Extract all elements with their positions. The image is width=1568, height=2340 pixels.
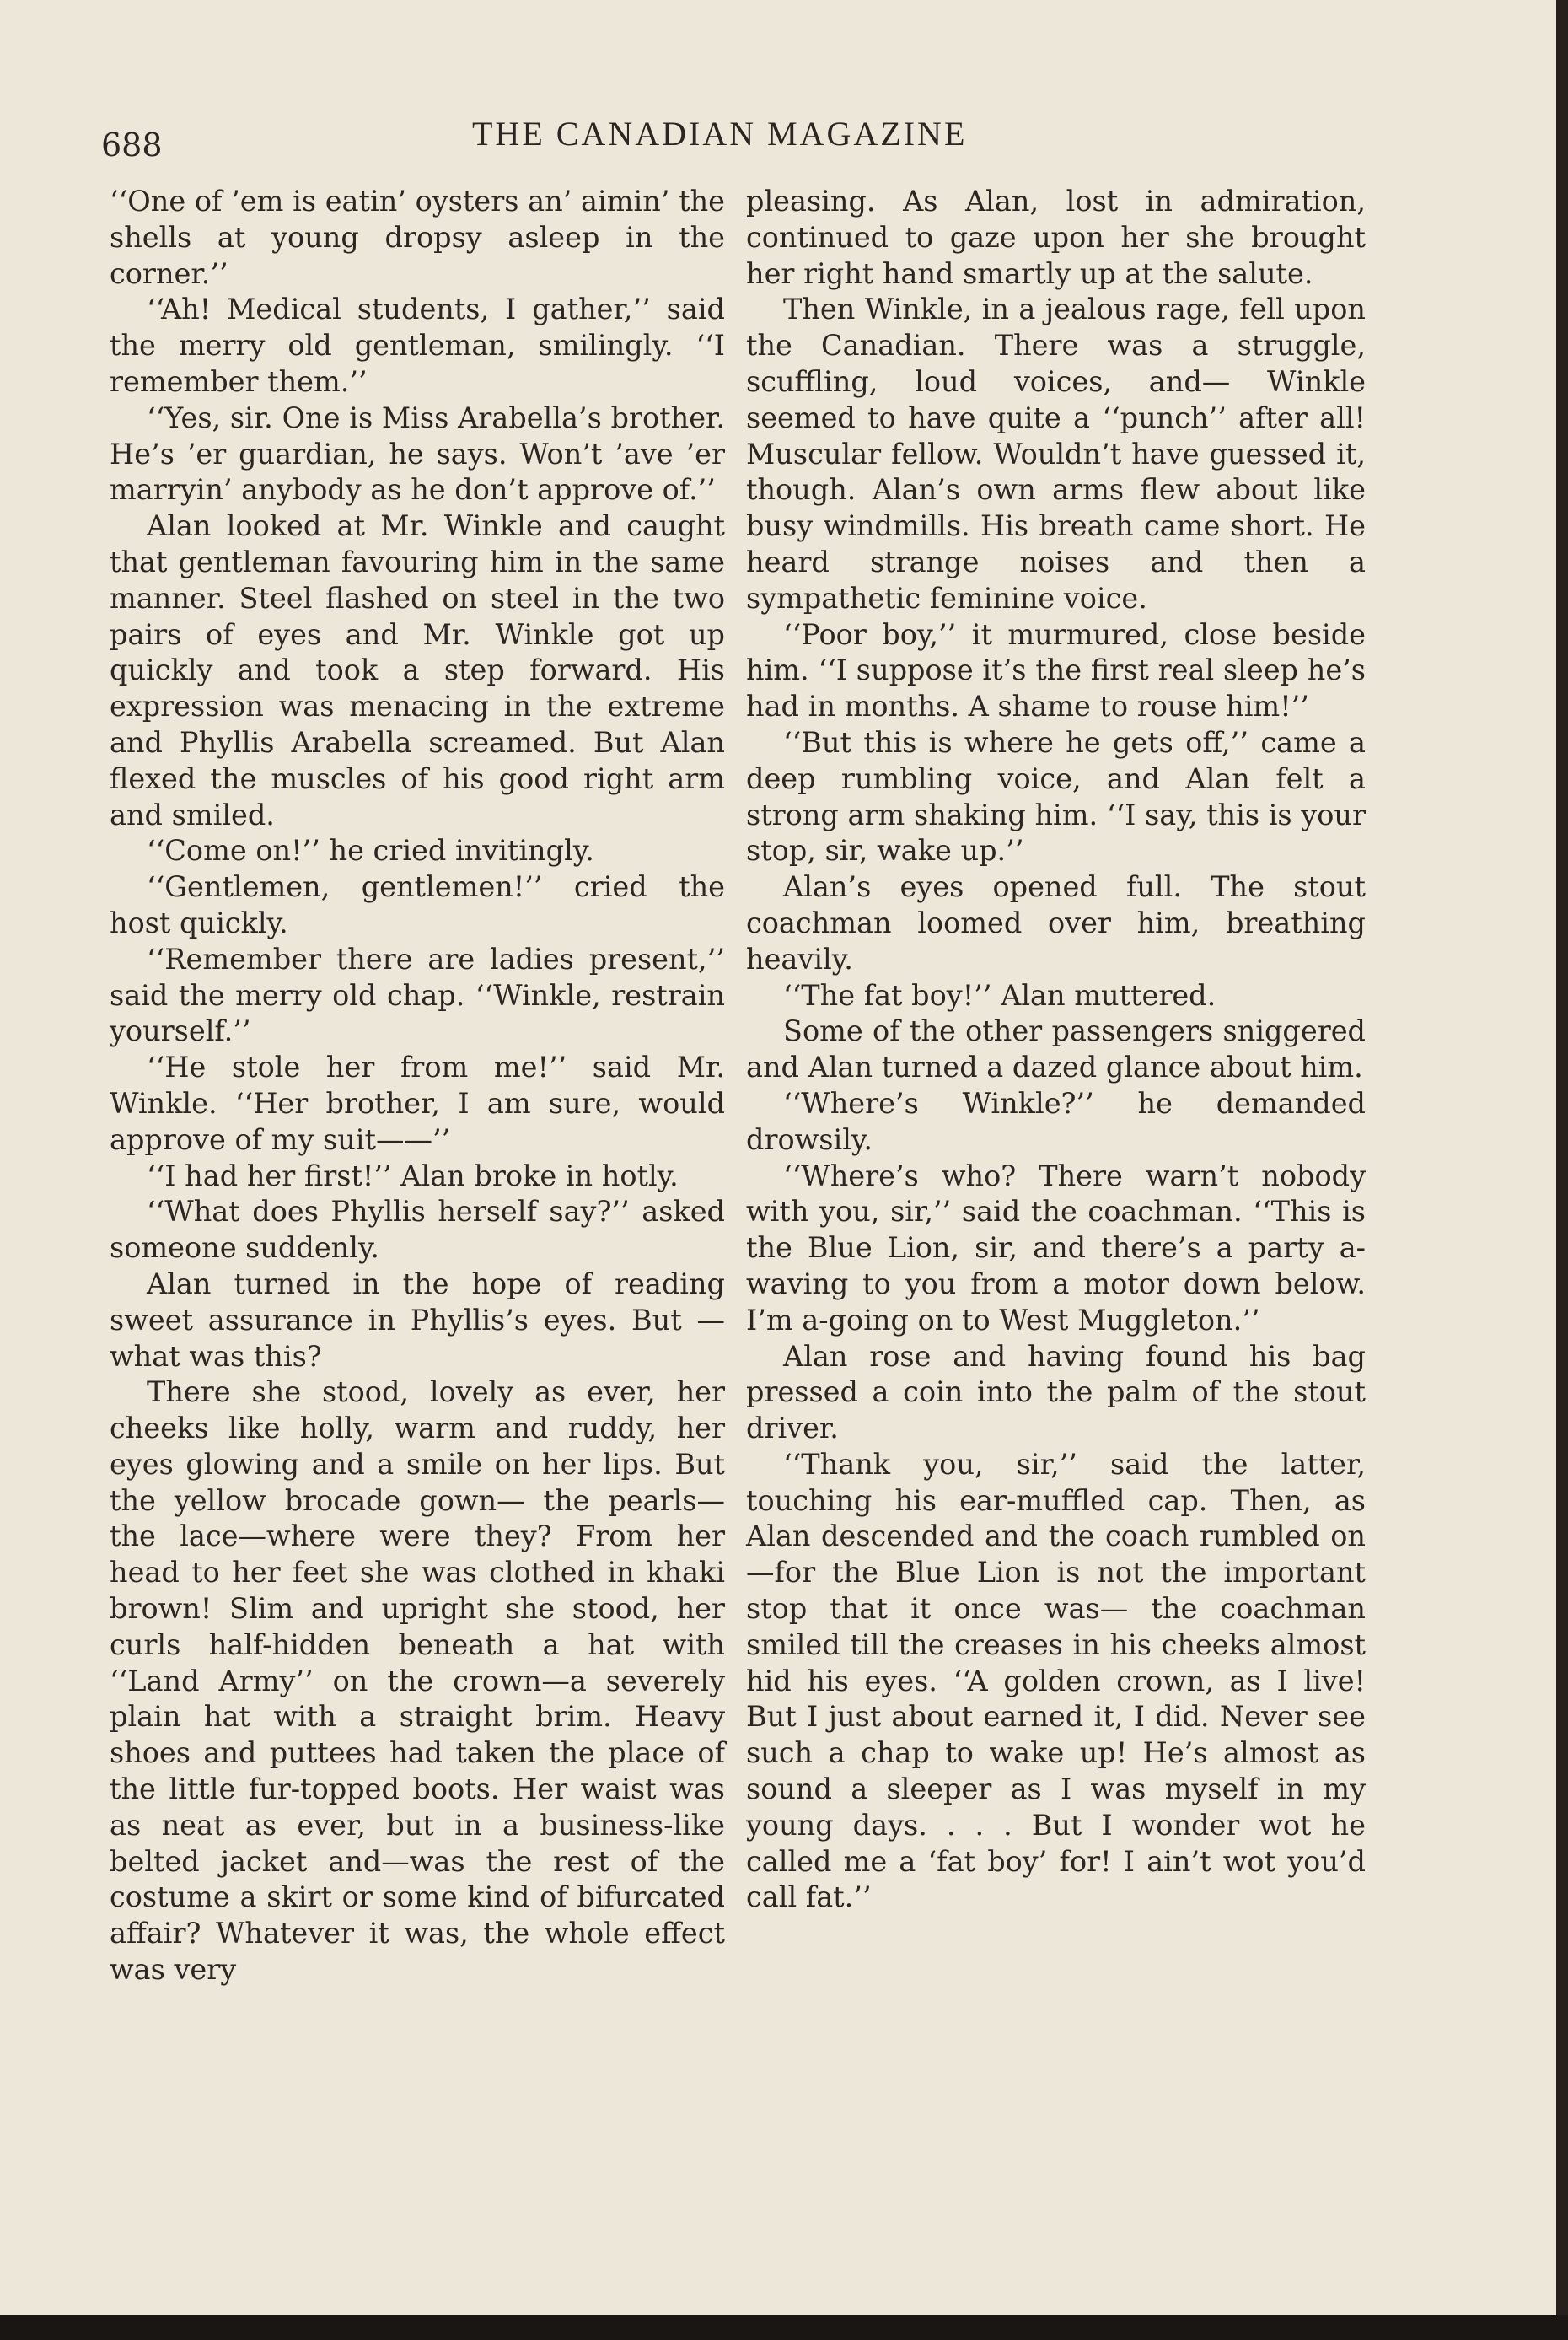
paragraph: ‘‘Remember there are ladies present,’’ said the merry old chap. ‘‘Winkle, restrain yourself.’’ [110, 942, 725, 1048]
paragraph: ‘‘Where’s who? There warn’t nobody with you, sir,’’ said the coachman. ‘‘This is the Blue Lion, sir, and there’s a party a-waving to you from a motor down below. I’m a-going on to West Muggleton.’’ [746, 1159, 1366, 1337]
running-head: THE CANADIAN MAGAZINE [472, 115, 968, 153]
paragraph: ‘‘Ah! Medical students, I gather,’’ said the merry old gentleman, smilingly. ‘‘I remember them.’’ [110, 293, 725, 398]
paragraph: ‘‘Come on!’’ he cried invitingly. [147, 834, 594, 868]
paragraph: Alan’s eyes opened full. The stout coachman loomed over him, breathing heavily. [746, 870, 1366, 976]
paragraph: Alan rose and having found his bag pressed a coin into the palm of the stout driver. [746, 1339, 1366, 1445]
paragraph: ‘‘Gentlemen, gentlemen!’’ cried the host quickly. [110, 870, 725, 939]
paragraph: ‘‘Thank you, sir,’’ said the latter, touching his ear-muffled cap. Then, as Alan descended and the coach rumbled on—for the Blue Lion is not the important stop that it once was— the coachman smiled till the creases in his cheeks almost hid his eyes. ‘‘A golden crown, as I live! But I just about earned it, I did. Never see such a chap to wake up! He’s almost as sound a sleeper as I was myself in my young days. . . . But I wonder wot he called me a ‘fat boy’ for! I ain’t wot you’d call fat.’’ [746, 1447, 1366, 1914]
paragraph: ‘‘The fat boy!’’ Alan muttered. [783, 978, 1216, 1012]
page-number: 688 [101, 126, 163, 164]
paragraph: Some of the other passengers sniggered and Alan turned a dazed glance about him. [746, 1014, 1366, 1084]
left-column [110, 184, 725, 1988]
paragraph: Alan turned in the hope of reading sweet assurance in Phyllis’s eyes. But —what was this? [110, 1267, 725, 1373]
paragraph: ‘‘What does Phyllis herself say?’’ asked someone suddenly. [110, 1195, 725, 1265]
paragraph: Then Winkle, in a jealous rage, fell upon the Canadian. There was a struggle, scuffling, loud voices, and— Winkle seemed to have quite a ‘‘punch’’ after all! Muscular fellow. Wouldn’t have guessed it, though. Alan’s own arms flew about like busy windmills. His breath came short. He heard strange noises and then a sympathetic feminine voice. [746, 293, 1366, 615]
paragraph: ‘‘He stole her from me!’’ said Mr. Winkle. ‘‘Her brother, I am sure, would approve of my suit——’’ [110, 1051, 725, 1156]
paragraph: ‘‘One of ’em is eatin’ oysters an’ aimin’ the shells at young dropsy asleep in the corner.’’ [110, 185, 725, 290]
paragraph: Alan looked at Mr. Winkle and caught that gentleman favouring him in the same manner. Steel flashed on steel in the two pairs of eyes and Mr. Winkle got up quickly and took a step forward. His expression was menacing in the extreme and Phyllis Arabella screamed. But Alan flexed the muscles of his good right arm and smiled. [110, 509, 725, 831]
paragraph: ‘‘But this is where he gets off,’’ came a deep rumbling voice, and Alan felt a strong arm shaking him. ‘‘I say, this is your stop, sir, wake up.’’ [746, 725, 1366, 868]
scan-border [0, 2315, 1568, 2340]
paragraph: ‘‘Where’s Winkle?’’ he demanded drowsily. [746, 1086, 1366, 1156]
paragraph: There she stood, lovely as ever, her cheeks like holly, warm and ruddy, her eyes glowing and a smile on her lips. But the yellow brocade gown— the pearls— the lace—where were they? From her head to her feet she was clothed in khaki brown! Slim and upright she stood, her curls half-hidden beneath a hat with ‘‘Land Army’’ on the crown—a severely plain hat with a straight brim. Heavy shoes and puttees had taken the place of the little fur-topped boots. Her waist was as neat as ever, but in a business-like belted jacket and—was the rest of the costume a skirt or some kind of bifurcated affair? Whatever it was, the whole effect was very [110, 1375, 725, 1987]
paragraph: ‘‘Yes, sir. One is Miss Arabella’s brother. He’s ’er guardian, he says. Won’t ’ave ’er marryin’ anybody as he don’t approve of.’’ [110, 401, 725, 507]
page-edge-shadow [1556, 0, 1568, 2340]
paragraph: pleasing. As Alan, lost in admiration, continued to gaze upon her she brought her right hand smartly up at the salute. [746, 185, 1366, 290]
paragraph: ‘‘Poor boy,’’ it murmured, close beside him. ‘‘I suppose it’s the first real sleep he’s had in months. A shame to rouse him!’’ [746, 617, 1366, 724]
paragraph: ‘‘I had her first!’’ Alan broke in hotly. [147, 1159, 679, 1192]
right-column [746, 184, 1366, 1916]
